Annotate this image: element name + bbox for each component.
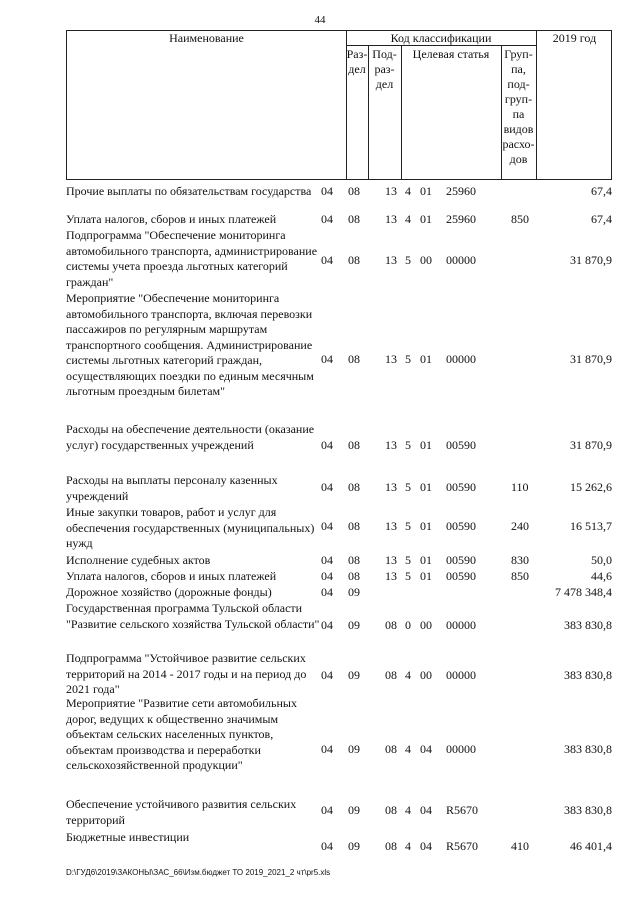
amount-2019: 383 830,8 [564, 668, 612, 682]
code-pr: 08 [348, 184, 360, 198]
code-pr: 08 [348, 352, 360, 366]
code-rz: 04 [321, 438, 333, 452]
amount-2019: 50,0 [591, 553, 612, 567]
code-c1: 13 [385, 480, 397, 494]
code-c3: 00 [420, 668, 432, 682]
code-c3: 01 [420, 553, 432, 567]
amount-2019: 31 870,9 [570, 438, 612, 452]
code-c1: 08 [385, 803, 397, 817]
amount-2019: 31 870,9 [570, 352, 612, 366]
amount-2019: 383 830,8 [564, 742, 612, 756]
header-divider [401, 45, 402, 179]
code-c2: 5 [405, 569, 411, 583]
code-c1: 13 [385, 438, 397, 452]
code-c1: 13 [385, 553, 397, 567]
code-c4: 00590 [446, 569, 476, 583]
code-c1: 08 [385, 618, 397, 632]
code-rz: 04 [321, 480, 333, 494]
code-c3: 01 [420, 212, 432, 226]
code-rz: 04 [321, 569, 333, 583]
code-c4: 00590 [446, 553, 476, 567]
code-c2: 4 [405, 839, 411, 853]
code-c4: 00000 [446, 352, 476, 366]
code-c1: 13 [385, 253, 397, 267]
code-c3: 01 [420, 184, 432, 198]
code-c3: 01 [420, 569, 432, 583]
code-c2: 5 [405, 253, 411, 267]
code-c3: 01 [420, 352, 432, 366]
code-vr: 830 [511, 553, 529, 567]
code-rz: 04 [321, 352, 333, 366]
row-name: Иные закупки товаров, работ и услуг для обеспечения государственных (муниципальных) нужд [66, 505, 315, 550]
header-name: Наименование [169, 31, 244, 45]
header-subsection: Под- раз- дел [372, 47, 397, 91]
page-number: 44 [314, 14, 326, 26]
code-pr: 09 [348, 803, 360, 817]
code-c1: 13 [385, 352, 397, 366]
table-header [66, 30, 612, 180]
code-c1: 13 [385, 184, 397, 198]
code-c2: 4 [405, 668, 411, 682]
code-c3: 01 [420, 480, 432, 494]
row-name: Уплата налогов, сборов и иных платежей [66, 212, 277, 226]
code-c2: 0 [405, 618, 411, 632]
code-c4: 25960 [446, 212, 476, 226]
code-c4: 00000 [446, 668, 476, 682]
code-c2: 4 [405, 742, 411, 756]
row-name: Мероприятие "Развитие сети автомобильных дорог, ведущих к общественно значимым объектам сельских населенных пунктов, объектам производства и переработки сельскохозяйственной продукции" [66, 696, 297, 772]
code-c2: 5 [405, 480, 411, 494]
code-c3: 04 [420, 742, 432, 756]
code-vr: 410 [511, 839, 529, 853]
code-c1: 13 [385, 519, 397, 533]
code-pr: 08 [348, 569, 360, 583]
header-year: 2019 год [552, 31, 597, 45]
code-vr: 850 [511, 212, 529, 226]
amount-2019: 16 513,7 [570, 519, 612, 533]
header-classification: Код классификации [390, 31, 492, 45]
code-c3: 00 [420, 253, 432, 267]
row-name: Обеспечение устойчивого развития сельских территорий [66, 797, 297, 827]
row-name: Дорожное хозяйство (дорожные фонды) [66, 585, 272, 599]
code-c4: 00590 [446, 519, 476, 533]
code-rz: 04 [321, 212, 333, 226]
code-c1: 08 [385, 668, 397, 682]
row-name: Подпрограмма "Обеспечение мониторинга автомобильного транспорта, администрирование системы учета проезда льготных категорий граждан" [66, 228, 318, 289]
code-c2: 5 [405, 438, 411, 452]
code-rz: 04 [321, 553, 333, 567]
code-vr: 110 [511, 480, 529, 494]
code-rz: 04 [321, 253, 333, 267]
amount-2019: 7 478 348,4 [555, 585, 612, 599]
code-rz: 04 [321, 742, 333, 756]
code-c2: 4 [405, 184, 411, 198]
code-vr: 240 [511, 519, 529, 533]
code-c4: 00590 [446, 480, 476, 494]
code-c3: 04 [420, 803, 432, 817]
code-c2: 5 [405, 352, 411, 366]
header-divider [536, 31, 537, 179]
code-pr: 09 [348, 585, 360, 599]
amount-2019: 44,6 [591, 569, 612, 583]
code-c4: 00000 [446, 742, 476, 756]
amount-2019: 67,4 [591, 212, 612, 226]
amount-2019: 383 830,8 [564, 618, 612, 632]
code-rz: 04 [321, 668, 333, 682]
code-rz: 04 [321, 585, 333, 599]
code-vr: 850 [511, 569, 529, 583]
amount-2019: 31 870,9 [570, 253, 612, 267]
code-c4: 00000 [446, 618, 476, 632]
code-rz: 04 [321, 184, 333, 198]
code-c2: 5 [405, 553, 411, 567]
row-name: Исполнение судебных актов [66, 553, 211, 567]
code-pr: 08 [348, 553, 360, 567]
amount-2019: 67,4 [591, 184, 612, 198]
code-c4: 25960 [446, 184, 476, 198]
code-pr: 08 [348, 253, 360, 267]
code-pr: 08 [348, 438, 360, 452]
code-rz: 04 [321, 618, 333, 632]
code-c3: 01 [420, 438, 432, 452]
code-c2: 4 [405, 803, 411, 817]
row-name: Расходы на обеспечение деятельности (оказание услуг) государственных учреждений [66, 422, 315, 452]
code-rz: 04 [321, 519, 333, 533]
code-rz: 04 [321, 803, 333, 817]
code-pr: 08 [348, 212, 360, 226]
row-name: Государственная программа Тульской области "Развитие сельского хозяйства Тульской области" [66, 601, 320, 631]
code-pr: 08 [348, 519, 360, 533]
header-section: Раз- дел [346, 47, 368, 76]
amount-2019: 383 830,8 [564, 803, 612, 817]
code-c1: 13 [385, 569, 397, 583]
code-pr: 08 [348, 480, 360, 494]
code-c1: 13 [385, 212, 397, 226]
code-c3: 00 [420, 618, 432, 632]
header-group: Груп- па, под- груп- па видов расхо- дов [502, 47, 535, 166]
row-name: Уплата налогов, сборов и иных платежей [66, 569, 277, 583]
row-name: Мероприятие "Обеспечение мониторинга автомобильного транспорта, включая перевозки пассажиров по регулярным маршрутам транспортного сообщения. Администрирование системы льготных категорий граждан, осуществляющих поездки по единым месячным льготным проездным билетам" [66, 291, 314, 398]
row-name: Прочие выплаты по обязательствам государства [66, 184, 312, 198]
code-c4: 00590 [446, 438, 476, 452]
code-pr: 09 [348, 839, 360, 853]
code-c4: R5670 [446, 803, 479, 817]
code-pr: 09 [348, 618, 360, 632]
row-name: Бюджетные инвестиции [66, 830, 190, 844]
code-rz: 04 [321, 839, 333, 853]
code-c1: 08 [385, 839, 397, 853]
amount-2019: 46 401,4 [570, 839, 612, 853]
code-c4: 00000 [446, 253, 476, 267]
row-name: Подпрограмма "Устойчивое развитие сельских территорий на 2014 - 2017 годы и на период до 2021 года" [66, 651, 307, 696]
code-c1: 08 [385, 742, 397, 756]
code-pr: 09 [348, 668, 360, 682]
header-target: Целевая статья [412, 47, 490, 61]
code-c3: 01 [420, 519, 432, 533]
file-path: D:\ГУД6\2019\ЗАКОНЫ\ЗАС_66\Изм.бюджет ТО 2019_2021_2 чт\pr5.xls [66, 868, 331, 877]
code-pr: 09 [348, 742, 360, 756]
code-c3: 04 [420, 839, 432, 853]
amount-2019: 15 262,6 [570, 480, 612, 494]
code-c2: 4 [405, 212, 411, 226]
code-c2: 5 [405, 519, 411, 533]
code-c4: R5670 [446, 839, 479, 853]
row-name: Расходы на выплаты персоналу казенных учреждений [66, 473, 278, 503]
